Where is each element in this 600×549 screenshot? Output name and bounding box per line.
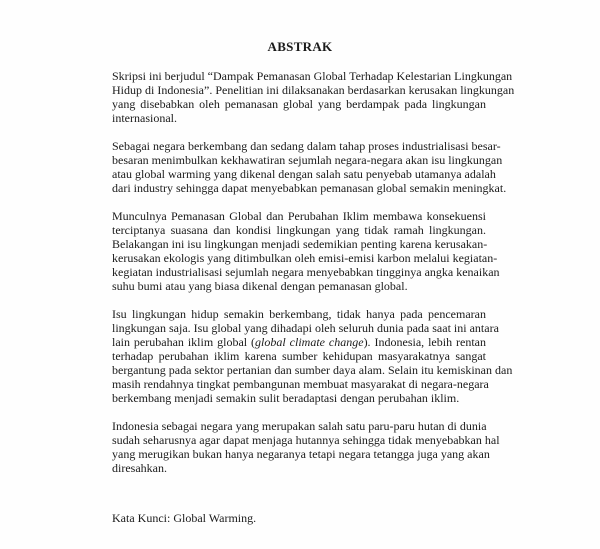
text-line: Indonesia sebagai negara yang merupakan salah satu paru-paru hutan di dunia: [112, 419, 487, 433]
paragraph-2: [112, 139, 507, 195]
text-line: Sebagai negara berkembang dan sedang dalam tahap proses industrialisasi besar-: [112, 139, 501, 153]
text-line: kerusakan ekologis yang ditimbulkan oleh emisi-emisi karbon melalui kegiatan-: [112, 251, 498, 265]
text-line: Skripsi ini berjudul “Dampak Pemanasan Global Terhadap Kelestarian Lingkungan: [112, 69, 513, 83]
text-line: Hidup di Indonesia”. Penelitian ini dilaksanakan berdasarkan kerusakan lingkungan: [112, 83, 515, 97]
text-line: berkembang menjadi semakin sulit beradaptasi dengan perubahan iklim.: [112, 391, 460, 405]
paragraph-4: [112, 307, 513, 405]
page-title: ABSTRAK: [267, 39, 333, 54]
text-line: kegiatan industrialisasi sejumlah negara menyebabkan tingginya angka kenaikan: [112, 265, 500, 279]
text-line: terhadap perubahan iklim karena sumber kehidupan masyarakatnya sangat: [112, 349, 486, 363]
text-line-with-italic: [112, 335, 486, 349]
paragraph-5: [112, 419, 500, 475]
text-line: terciptanya suasana dan kondisi lingkungan yang tidak ramah lingkungan.: [112, 223, 486, 237]
text-line: Munculnya Pemanasan Global dan Perubahan Iklim membawa konsekuensi: [112, 209, 486, 223]
text-line: yang merugikan bukan hanya negaranya tetapi negara tetangga juga yang akan: [112, 447, 490, 461]
text-line: dari industry sehingga dapat menyebabkan pemanasan global semakin meningkat.: [112, 181, 507, 195]
text-line: lingkungan saja. Isu global yang dihadapi oleh seluruh dunia pada saat ini antara: [112, 321, 499, 335]
text-segment: lain perubahan iklim global (: [112, 335, 256, 349]
text-line: diresahkan.: [112, 461, 167, 475]
text-line: sudah seharusnya agar dapat menjaga hutannya sehingga tidak menyebabkan hal: [112, 433, 500, 447]
text-line: suhu bumi atau yang biasa dikenal dengan pemanasan global.: [112, 279, 408, 293]
text-line: Belakangan ini isu lingkungan menjadi sedemikian penting karena kerusakan-: [112, 237, 488, 251]
text-line: masih rendahnya tingkat pembangunan membuat masyarakat di negara-negara: [112, 377, 489, 391]
text-line: yang disebabkan oleh pemanasan global yang berdampak pada lingkungan: [112, 97, 486, 111]
text-line: Isu lingkungan hidup semakin berkembang, tidak hanya pada pencemaran: [112, 307, 486, 321]
italic-term: global climate change: [255, 335, 364, 349]
text-line: atau global warming yang dikenal dengan salah satu penyebab utamanya adalah: [112, 167, 496, 181]
text-line: besaran menimbulkan kekhawatiran sejumlah negara-negara akan isu lingkungan: [112, 153, 503, 167]
text-segment: ). Indonesia, lebih rentan: [363, 335, 486, 349]
keywords: Kata Kunci: Global Warming.: [112, 511, 257, 525]
text-line: internasional.: [112, 111, 177, 125]
paragraph-1: [112, 69, 515, 125]
paragraph-3: [112, 209, 500, 293]
abstract-body: [112, 69, 515, 489]
text-line: bergantung pada sektor pertanian dan sumber daya alam. Selain itu kemiskinan dan: [112, 363, 513, 377]
